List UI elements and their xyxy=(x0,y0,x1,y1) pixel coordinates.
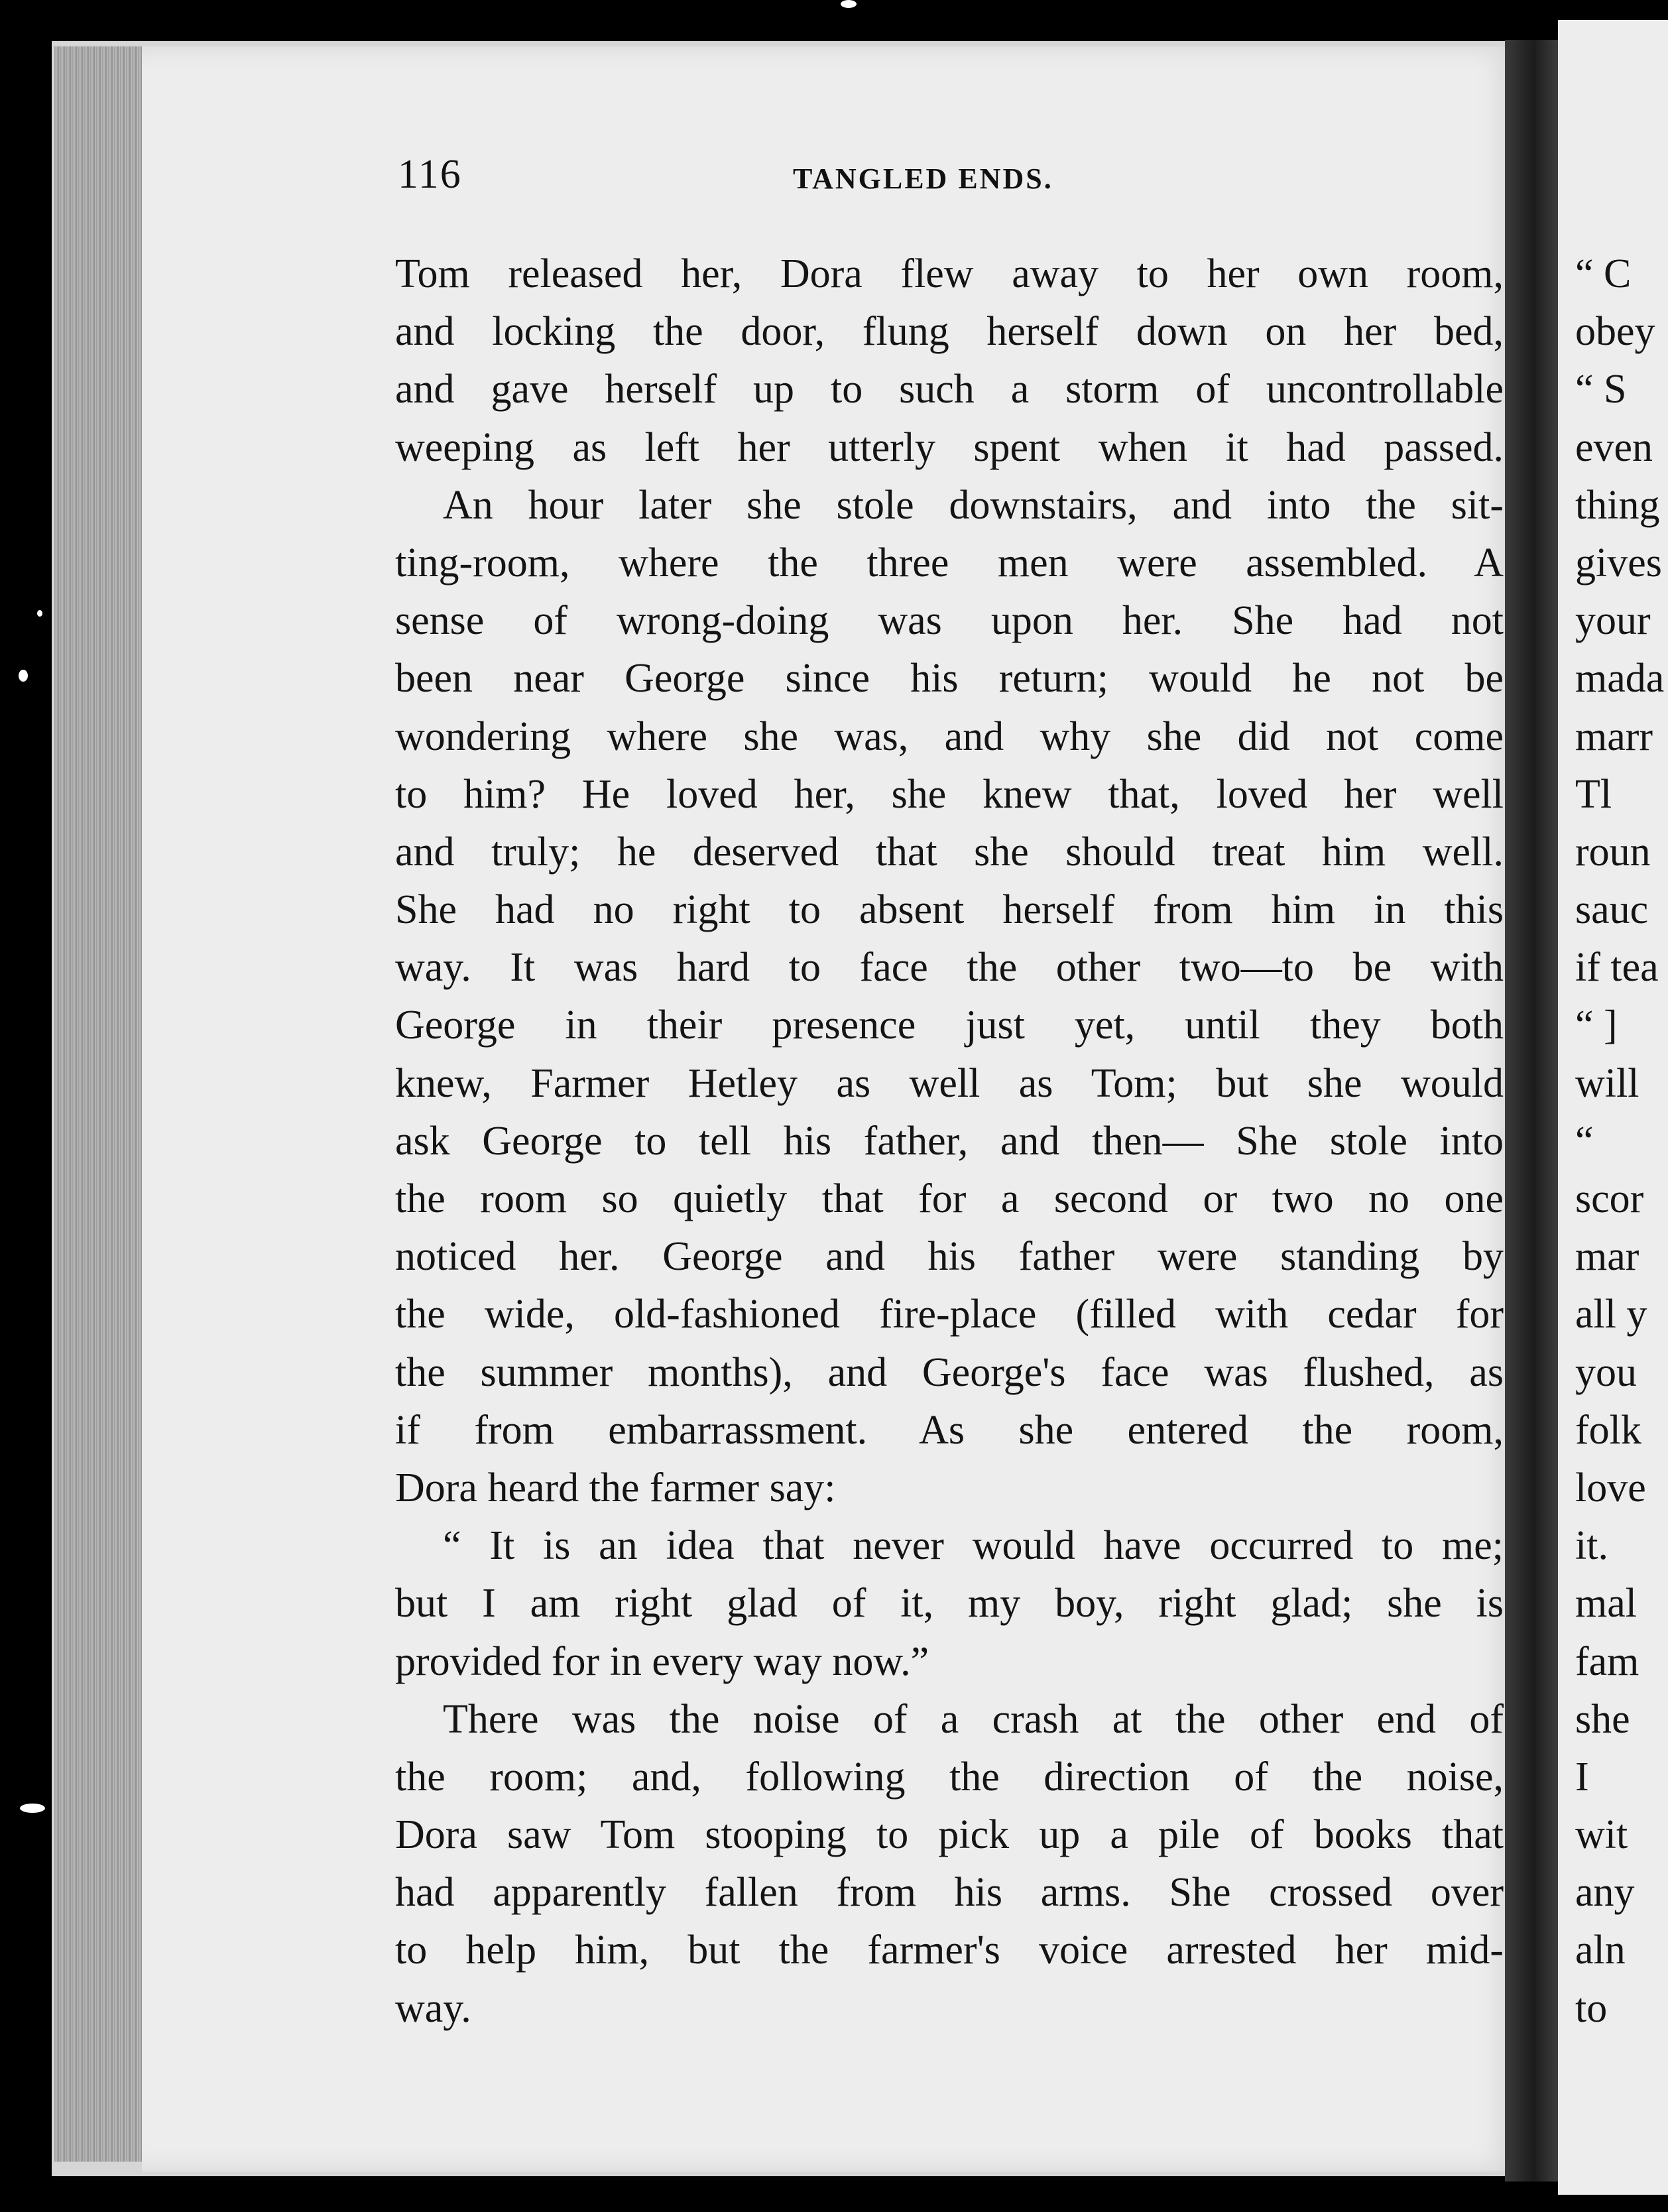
facing-line-fragment: love xyxy=(1575,1465,1646,1510)
facing-line-fragment: aln xyxy=(1575,1928,1626,1973)
facing-line-fragment: wit xyxy=(1575,1812,1628,1858)
facing-line-fragment: fam xyxy=(1575,1638,1639,1684)
body-text xyxy=(395,245,1504,2038)
text-line: been near George since his return; would he not be xyxy=(395,656,1504,702)
text-line: the summer months), and George's face was flushed, as xyxy=(395,1349,1504,1395)
facing-line-fragment: marr xyxy=(1575,713,1653,759)
facing-line-fragment: it. xyxy=(1575,1523,1608,1569)
facing-line-fragment: mada xyxy=(1575,656,1665,702)
facing-line-fragment: gives xyxy=(1575,540,1662,585)
facing-line-fragment: any xyxy=(1575,1870,1635,1916)
scan-speck xyxy=(841,0,857,8)
facing-page-text-fragments xyxy=(1575,245,1668,2038)
scan-speck xyxy=(37,610,42,617)
scan-speck xyxy=(19,670,28,682)
facing-line-fragment: mal xyxy=(1575,1581,1637,1627)
facing-line-fragment: I xyxy=(1575,1754,1589,1800)
text-line: George in their presence just yet, until they both xyxy=(395,1003,1504,1048)
text-line: the room; and, following the direction of the noise, xyxy=(395,1754,1504,1800)
facing-line-fragment: folk xyxy=(1575,1407,1641,1453)
facing-line-fragment: thing xyxy=(1575,482,1660,528)
facing-line-fragment: “ S xyxy=(1575,367,1627,412)
text-line: ting-room, where the three men were assembled. A xyxy=(395,540,1504,585)
text-line: wondering where she was, and why she did not come xyxy=(395,713,1504,759)
text-line: had apparently fallen from his arms. She crossed over xyxy=(395,1870,1504,1916)
text-line: provided for in every way now.” xyxy=(395,1638,929,1684)
page-edges xyxy=(54,46,142,2162)
page-number: 116 xyxy=(398,152,462,197)
facing-line-fragment: “ C xyxy=(1575,251,1632,296)
text-line: and locking the door, flung herself down on her bed, xyxy=(395,309,1504,355)
facing-line-fragment: Tl xyxy=(1575,771,1612,817)
facing-line-fragment: roun xyxy=(1575,829,1651,875)
text-line: the wide, old-fashioned fire-place (filled with cedar for xyxy=(395,1292,1504,1337)
facing-line-fragment: your xyxy=(1575,598,1651,644)
scan-speck xyxy=(20,1804,45,1813)
text-line: to help him, but the farmer's voice arrested her mid- xyxy=(395,1928,1504,1973)
text-line: but I am right glad of it, my boy, right glad; she is xyxy=(395,1581,1504,1627)
facing-line-fragment: “ xyxy=(1575,1118,1594,1164)
text-line: There was the noise of a crash at the other end of xyxy=(443,1696,1504,1742)
facing-line-fragment: to xyxy=(1575,1985,1608,2031)
text-line: and gave herself up to such a storm of uncontrollable xyxy=(395,367,1504,412)
facing-line-fragment: she xyxy=(1575,1696,1630,1742)
facing-line-fragment: even xyxy=(1575,424,1653,470)
text-line: way. xyxy=(395,1985,471,2031)
facing-line-fragment: all y xyxy=(1575,1292,1647,1337)
facing-line-fragment: “ ] xyxy=(1575,1003,1618,1048)
facing-line-fragment: mar xyxy=(1575,1234,1639,1280)
text-line: the room so quietly that for a second or two no one xyxy=(395,1176,1504,1221)
text-line: ask George to tell his father, and then— She stole into xyxy=(395,1118,1504,1164)
running-head xyxy=(398,151,1326,211)
text-line: “ It is an idea that never would have occurred to me; xyxy=(443,1523,1504,1569)
facing-line-fragment: scor xyxy=(1575,1176,1644,1221)
text-line: Tom released her, Dora flew away to her own room, xyxy=(395,251,1504,296)
text-line: way. It was hard to face the other two—to be with xyxy=(395,945,1504,991)
text-line: sense of wrong-doing was upon her. She had not xyxy=(395,598,1504,644)
running-title: TANGLED ENDS. xyxy=(793,162,1053,195)
facing-line-fragment: will xyxy=(1575,1060,1639,1106)
facing-line-fragment: if tea xyxy=(1575,945,1659,991)
text-line: if from embarrassment. As she entered the room, xyxy=(395,1407,1504,1453)
text-line: Dora saw Tom stooping to pick up a pile of books that xyxy=(395,1812,1504,1858)
facing-line-fragment: you xyxy=(1575,1349,1637,1395)
text-line: and truly; he deserved that she should treat him well. xyxy=(395,829,1504,875)
text-line: noticed her. George and his father were standing by xyxy=(395,1234,1504,1280)
text-line: weeping as left her utterly spent when it had passed. xyxy=(395,424,1504,470)
facing-line-fragment: obey xyxy=(1575,309,1655,355)
text-line: Dora heard the farmer say: xyxy=(395,1465,836,1510)
text-line: An hour later she stole downstairs, and into the sit- xyxy=(443,482,1504,528)
text-line: to him? He loved her, she knew that, loved her well xyxy=(395,771,1504,817)
facing-line-fragment: sauc xyxy=(1575,887,1649,933)
text-line: knew, Farmer Hetley as well as Tom; but she would xyxy=(395,1060,1504,1106)
text-line: She had no right to absent herself from him in this xyxy=(395,887,1504,933)
